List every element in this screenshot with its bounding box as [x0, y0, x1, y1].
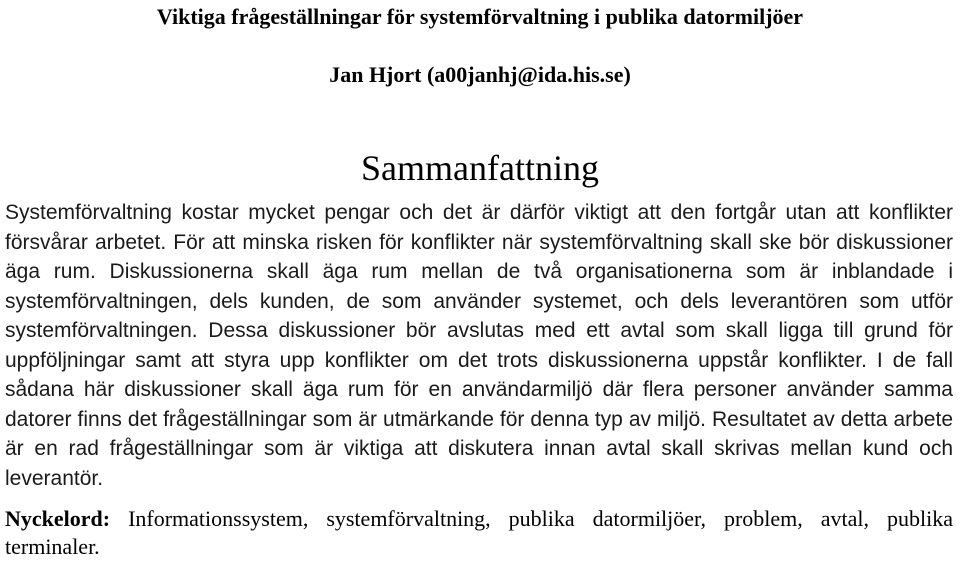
- section-heading: Sammanfattning: [361, 148, 599, 188]
- abstract-text: Systemförvaltning kostar mycket pengar och det är därför viktigt att den fortgår utan att konflikter försvårar arbetet. För att minska risken för konflikter när systemförvaltning skall ske bör diskussioner äga rum. Diskussionerna skall äga rum mellan de två organisationerna som är inblandade i systemförvaltningen, dels kunden, de som använder systemet, och dels leverantören som utför systemförvaltningen. Dessa diskussioner bör avslutas med ett avtal som skall ligga till grund för uppföljningar samt att styra upp konflikter om det trots diskussionerna uppstår konflikter. I de fall sådana här diskussioner skall äga rum för en användarmiljö där flera personer använder samma datorer finns det frågeställningar som är utmärkande för denna typ av miljö. Resultatet av detta arbete är en rad frågeställningar som är viktiga att diskutera innan avtal skall skrivas mellan kund och leverantör.: [5, 201, 953, 490]
- keywords-text: Informationssystem, systemförvaltning, publika datormiljöer, problem, avtal, publika terminaler.: [5, 506, 954, 559]
- keywords-label: Nyckelord:: [5, 506, 111, 531]
- keywords-line: [5, 505, 953, 561]
- author-line: Jan Hjort (a00janhj@ida.his.se): [329, 62, 631, 87]
- document-title: Viktiga frågeställningar för systemförvaltning i publika datormiljöer: [156, 4, 804, 29]
